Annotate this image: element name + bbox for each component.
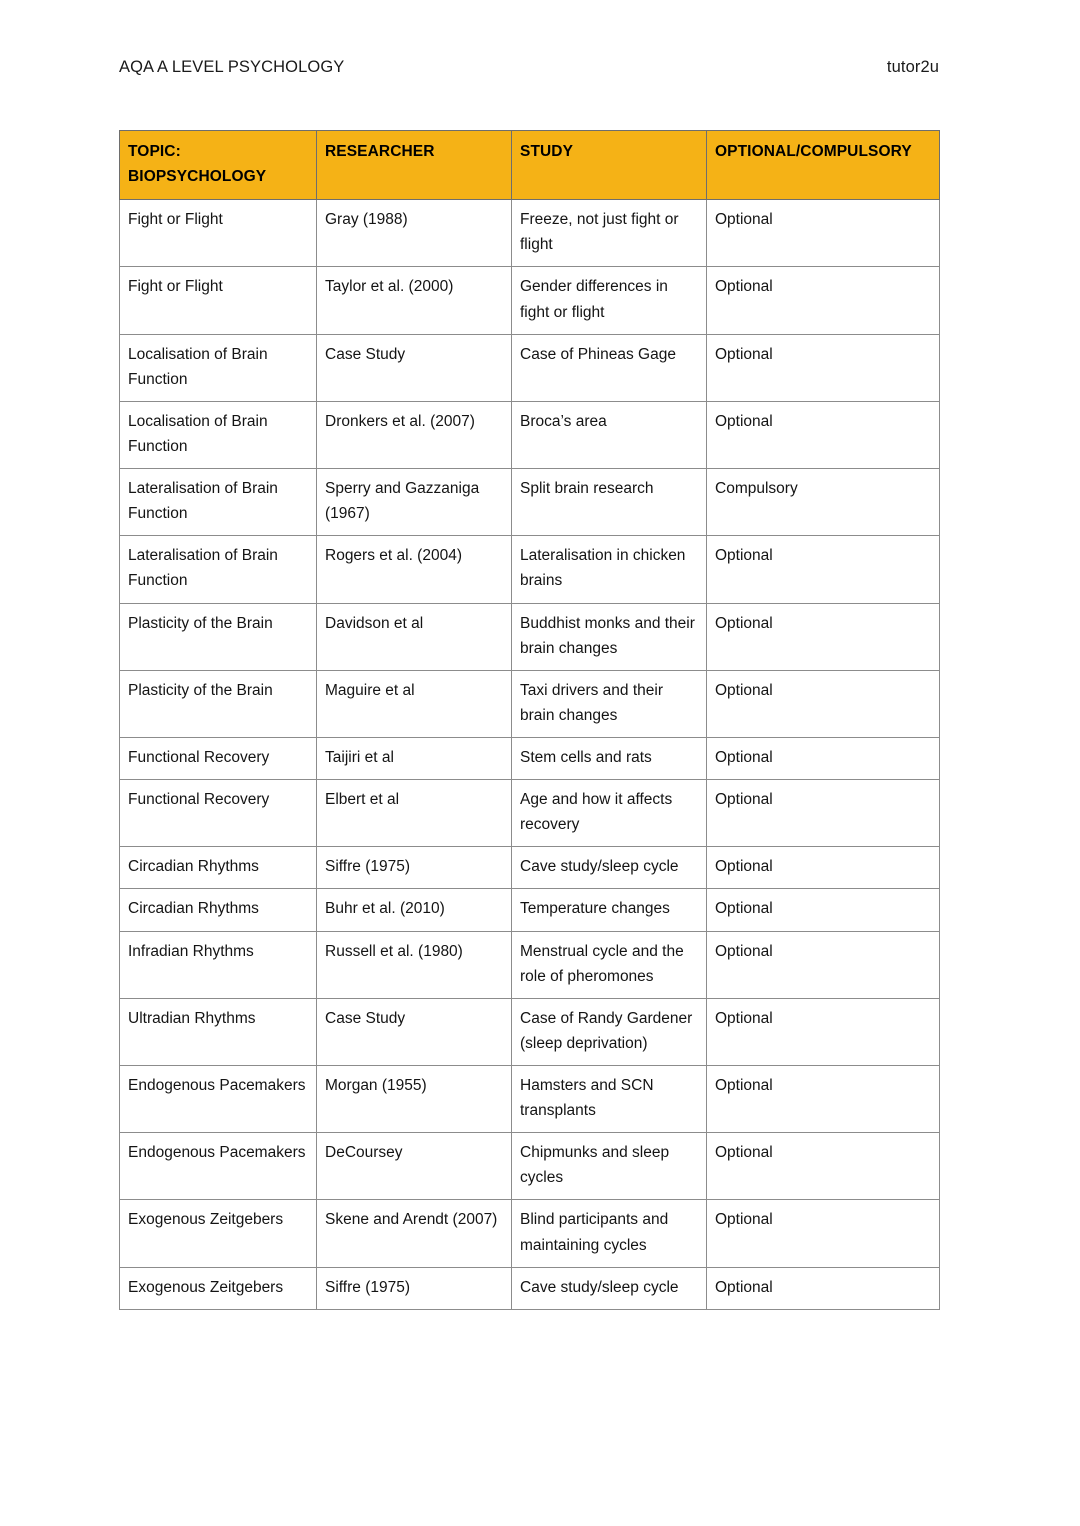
cell-topic: Circadian Rhythms	[120, 889, 317, 931]
table-row	[120, 847, 940, 889]
cell-study: Case of Phineas Gage	[512, 334, 707, 401]
brand-label: tutor2u	[886, 58, 939, 76]
column-header-study: STUDY	[512, 131, 707, 200]
cell-researcher: DeCoursey	[317, 1133, 512, 1200]
cell-topic: Localisation of Brain Function	[120, 401, 317, 468]
column-header-topic-line1: TOPIC:	[128, 143, 181, 160]
cell-study: Freeze, not just fight or flight	[512, 200, 707, 267]
cell-study: Cave study/sleep cycle	[512, 1267, 707, 1309]
column-header-optional-compulsory: OPTIONAL/COMPULSORY	[707, 131, 940, 200]
cell-study: Lateralisation in chicken brains	[512, 536, 707, 603]
cell-study: Chipmunks and sleep cycles	[512, 1133, 707, 1200]
cell-topic: Plasticity of the Brain	[120, 670, 317, 737]
table-row	[120, 737, 940, 779]
cell-study: Cave study/sleep cycle	[512, 847, 707, 889]
table-header-row-group	[120, 131, 940, 200]
cell-topic: Endogenous Pacemakers	[120, 1133, 317, 1200]
cell-status: Optional	[707, 737, 940, 779]
cell-study: Hamsters and SCN transplants	[512, 1065, 707, 1132]
study-table-container	[119, 130, 939, 1310]
table-row	[120, 1065, 940, 1132]
cell-researcher: Skene and Arendt (2007)	[317, 1200, 512, 1267]
cell-researcher: Dronkers et al. (2007)	[317, 401, 512, 468]
cell-study: Broca’s area	[512, 401, 707, 468]
table-row	[120, 780, 940, 847]
cell-status: Optional	[707, 670, 940, 737]
cell-study: Buddhist monks and their brain changes	[512, 603, 707, 670]
cell-status: Optional	[707, 1200, 940, 1267]
column-header-researcher: RESEARCHER	[317, 131, 512, 200]
cell-researcher: Case Study	[317, 998, 512, 1065]
cell-status: Optional	[707, 931, 940, 998]
cell-topic: Exogenous Zeitgebers	[120, 1267, 317, 1309]
cell-researcher: Taylor et al. (2000)	[317, 267, 512, 334]
cell-status: Optional	[707, 1133, 940, 1200]
table-row	[120, 603, 940, 670]
cell-topic: Functional Recovery	[120, 737, 317, 779]
cell-researcher: Russell et al. (1980)	[317, 931, 512, 998]
cell-study: Menstrual cycle and the role of pheromones	[512, 931, 707, 998]
table-body	[120, 200, 940, 1310]
cell-researcher: Case Study	[317, 334, 512, 401]
table-row	[120, 200, 940, 267]
cell-study: Age and how it affects recovery	[512, 780, 707, 847]
biopsychology-study-table	[119, 130, 940, 1310]
cell-researcher: Davidson et al	[317, 603, 512, 670]
cell-status: Optional	[707, 603, 940, 670]
cell-status: Optional	[707, 847, 940, 889]
document-header	[119, 58, 939, 77]
table-row	[120, 889, 940, 931]
cell-researcher: Sperry and Gazzaniga (1967)	[317, 469, 512, 536]
cell-study: Case of Randy Gardener (sleep deprivation)	[512, 998, 707, 1065]
cell-status: Optional	[707, 998, 940, 1065]
table-row	[120, 536, 940, 603]
cell-topic: Lateralisation of Brain Function	[120, 469, 317, 536]
cell-study: Taxi drivers and their brain changes	[512, 670, 707, 737]
table-row	[120, 267, 940, 334]
table-row	[120, 401, 940, 468]
column-header-topic-line2: BIOPSYCHOLOGY	[128, 168, 267, 186]
document-title: AQA A LEVEL PSYCHOLOGY	[119, 58, 345, 76]
cell-study: Gender differences in fight or flight	[512, 267, 707, 334]
cell-status: Optional	[707, 1267, 940, 1309]
cell-study: Split brain research	[512, 469, 707, 536]
cell-topic: Infradian Rhythms	[120, 931, 317, 998]
cell-researcher: Morgan (1955)	[317, 1065, 512, 1132]
cell-topic: Localisation of Brain Function	[120, 334, 317, 401]
cell-researcher: Maguire et al	[317, 670, 512, 737]
table-row	[120, 469, 940, 536]
table-row	[120, 670, 940, 737]
cell-status: Optional	[707, 1065, 940, 1132]
cell-researcher: Siffre (1975)	[317, 1267, 512, 1309]
table-header-row	[120, 131, 940, 200]
column-header-topic	[120, 131, 317, 200]
cell-researcher: Gray (1988)	[317, 200, 512, 267]
cell-status: Optional	[707, 401, 940, 468]
cell-status: Optional	[707, 334, 940, 401]
cell-status: Optional	[707, 536, 940, 603]
cell-topic: Plasticity of the Brain	[120, 603, 317, 670]
cell-status: Optional	[707, 889, 940, 931]
cell-topic: Fight or Flight	[120, 267, 317, 334]
table-row	[120, 1267, 940, 1309]
table-row	[120, 334, 940, 401]
cell-researcher: Buhr et al. (2010)	[317, 889, 512, 931]
cell-topic: Lateralisation of Brain Function	[120, 536, 317, 603]
table-row	[120, 1133, 940, 1200]
cell-researcher: Taijiri et al	[317, 737, 512, 779]
cell-status-compulsory: Compulsory	[707, 469, 940, 536]
table-row	[120, 998, 940, 1065]
cell-topic: Exogenous Zeitgebers	[120, 1200, 317, 1267]
cell-topic: Ultradian Rhythms	[120, 998, 317, 1065]
cell-study: Blind participants and maintaining cycles	[512, 1200, 707, 1267]
cell-researcher: Rogers et al. (2004)	[317, 536, 512, 603]
cell-topic: Circadian Rhythms	[120, 847, 317, 889]
cell-status: Optional	[707, 780, 940, 847]
cell-topic: Fight or Flight	[120, 200, 317, 267]
cell-topic: Functional Recovery	[120, 780, 317, 847]
cell-topic: Endogenous Pacemakers	[120, 1065, 317, 1132]
cell-status: Optional	[707, 200, 940, 267]
cell-study: Temperature changes	[512, 889, 707, 931]
cell-researcher: Siffre (1975)	[317, 847, 512, 889]
cell-researcher: Elbert et al	[317, 780, 512, 847]
table-row	[120, 931, 940, 998]
cell-study: Stem cells and rats	[512, 737, 707, 779]
table-row	[120, 1200, 940, 1267]
cell-status: Optional	[707, 267, 940, 334]
